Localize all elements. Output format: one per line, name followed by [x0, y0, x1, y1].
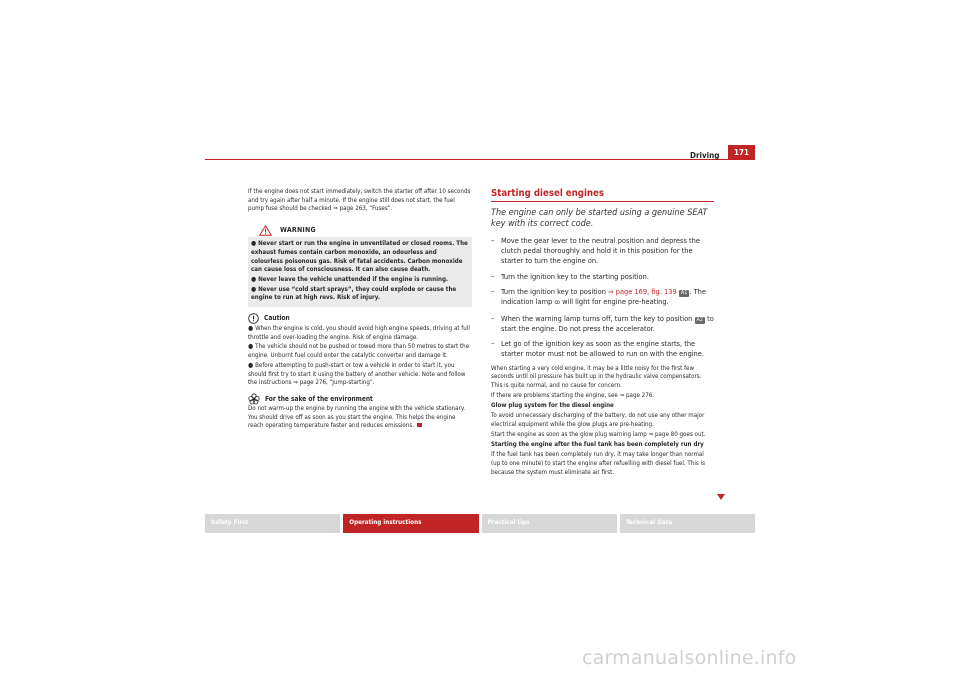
left-column: [248, 188, 472, 431]
bullet-icon: ●: [251, 239, 257, 248]
glow-plug-icon: ꝏ: [554, 299, 560, 306]
notes: [491, 365, 714, 478]
tab-operating-instructions[interactable]: Operating instructions: [343, 514, 478, 533]
header-rule: [205, 159, 755, 160]
section-title: Starting diesel engines: [491, 188, 605, 199]
environment-title: For the sake of the environment: [265, 394, 373, 403]
warning-item: ● Never leave the vehicle unattended if the engine is running.: [251, 274, 449, 283]
step-item: – Turn the ignition key to position ⇒ page 169, fig. 139 A1 . The indication lamp ꝏ will light for engine pre-heating.: [491, 287, 706, 306]
warning-item: ● Never use “cold start sprays”, they could explode or cause the engine to run at high revs. Risk of injury.: [251, 284, 457, 302]
note-paragraph: When starting a very cold engine, it may be a little noisy for the first few seconds until oil pressure has built up in the hydraulic valve compensators. This is quite normal, and no cause for concern.: [491, 364, 702, 389]
right-column: [491, 188, 714, 479]
caution-item: ● When the engine is cold, you should avoid high engine speeds, driving at full throttle and over-loading the engine. Risk of engine damage.: [248, 324, 470, 341]
end-of-section-marker: [417, 423, 422, 427]
page-number: 171: [728, 145, 755, 160]
warning-icon: [259, 225, 272, 236]
warning-item: ● Never start or run the engine in unventilated or closed rooms. The exhaust fumes contain carbon monoxide, an odourless and colourless poisonous gas. Risk of fatal accidents. Carbon monoxide can cause loss of consciousness. It can also cause death.: [251, 239, 468, 274]
step-item: – Turn the ignition key to the starting position.: [491, 271, 649, 281]
warning-box: [248, 237, 472, 307]
bullet-icon: ●: [251, 274, 257, 283]
tab-practical-tips[interactable]: Practical tips: [482, 514, 617, 533]
page-reference-link[interactable]: ⇒ page 169, fig. 139: [608, 287, 677, 296]
position-badge: A2: [696, 316, 704, 323]
step-item: – Let go of the ignition key as soon as the engine starts, the starter motor must not be allowed to run on with the engine.: [491, 339, 704, 358]
intro-paragraph: If the engine does not start immediately, switch the starter off after 10 seconds and try again after half a minute. If the engine still does not start, the fuel pump fuse should be checked ⇒ page 263, “Fuses”.: [248, 188, 471, 213]
warning-header: [248, 223, 472, 237]
step-item: – Move the gear lever to the neutral position and depress the clutch pedal thoroughly and hold it in this position for the starter to turn the engine on.: [491, 236, 700, 265]
note-paragraph: Start the engine as soon as the glow plug warning lamp ⇒ page 80 goes out.: [491, 430, 706, 438]
environment-header: [248, 393, 472, 405]
tab-technical-data[interactable]: Technical Data: [620, 514, 755, 533]
bullet-icon: ●: [251, 284, 257, 293]
caution-header: [248, 312, 472, 324]
position-badge: A1: [680, 290, 688, 296]
bullet-icon: ●: [248, 360, 254, 369]
bullet-icon: ●: [248, 342, 254, 351]
note-paragraph: If the fuel tank has been completely run dry, it may take longer than normal (up to one minute) to start the engine after refuelling with diesel fuel. This is because the system must eliminate air first.: [491, 451, 705, 476]
note-paragraph: To avoid unnecessary discharging of the battery, do not use any other major electrical equipment while the glow plugs are pre-heating.: [491, 412, 705, 428]
note-heading: Glow plug system for the diesel engine: [491, 402, 614, 410]
bullet-icon: ●: [248, 324, 254, 333]
caution-title: Caution: [264, 313, 290, 322]
note-heading: Starting the engine after the fuel tank has been completely run dry: [491, 441, 704, 449]
footer-tabs: [205, 514, 755, 533]
environment-text: Do not warm-up the engine by running the engine with the vehicle stationary. You should drive off as soon as you start the engine. This helps the engine reach operating temperature faster and reduces emissions.: [248, 404, 466, 430]
note-paragraph: If there are problems starting the engine, see ⇒ page 276.: [491, 392, 655, 399]
tab-safety-first[interactable]: Safety First: [205, 514, 340, 533]
continue-arrow-icon: [717, 494, 725, 500]
title-rule: [491, 201, 714, 202]
caution-item: ● The vehicle should not be pushed or towed more than 50 metres to start the engine. Unburnt fuel could enter the catalytic converter and damage it.: [248, 342, 470, 360]
section-subtitle: The engine can only be started using a genuine SEAT key with its correct code.: [491, 208, 708, 229]
caution-item: ● Before attempting to push-start or tow a vehicle in order to start it, you should first try to start it using the battery of another vehicle. Note and follow the instructions ⇒ page 276, “Jump-starting”.: [248, 360, 466, 387]
caution-icon: [248, 313, 259, 324]
section-name: Driving: [690, 151, 720, 160]
warning-title: WARNING: [280, 225, 316, 234]
flower-icon: [248, 393, 260, 405]
step-item: – When the warning lamp turns off, turn the key to position A2 to start the engine. Do not press the accelerator.: [491, 313, 714, 333]
watermark: carmanualsonline.info: [582, 647, 797, 669]
